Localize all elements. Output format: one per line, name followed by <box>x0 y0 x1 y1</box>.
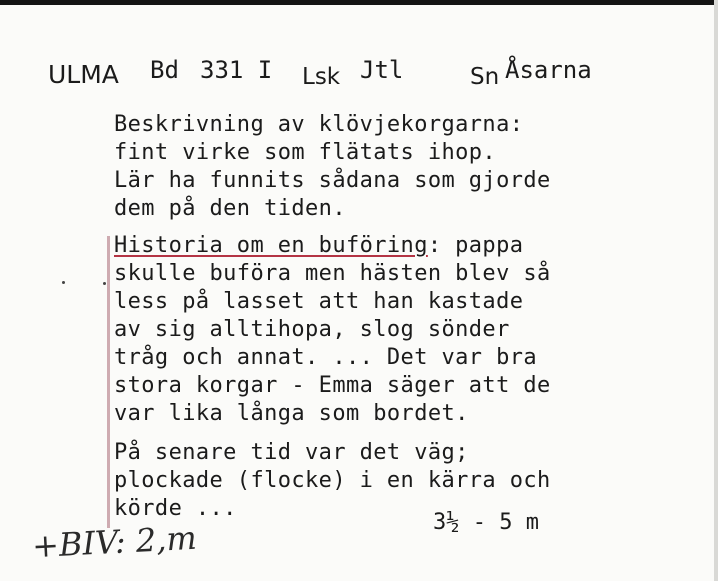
parish-label: Sn <box>470 64 500 90</box>
landscape-label: Lsk <box>302 64 341 90</box>
landscape-value: Jtl <box>360 56 404 84</box>
card-top-edge <box>0 0 718 5</box>
measurement: 3½ - 5 m <box>433 510 539 535</box>
margin-rule <box>107 236 110 528</box>
story-heading: Historia om en buföring <box>114 233 428 258</box>
text-line: Beskrivning av klövjekorgarna: <box>114 112 524 137</box>
text-line: skulle buföra men hästen blev så <box>114 261 551 286</box>
text-line: dem på den tiden. <box>114 196 346 221</box>
record-number: 331 I <box>200 56 273 84</box>
text-line: av sig alltihopa, slog sönder <box>114 317 510 342</box>
story-heading-rest: : pappa <box>427 233 524 258</box>
text-line: plockade (flocke) i en kärra och <box>114 468 551 493</box>
text-line: fint virke som flätats ihop. <box>114 140 497 165</box>
text-line: stora korgar - Emma säger att de <box>114 373 551 398</box>
text-line: Lär ha funnits sådana som gjorde <box>114 168 551 193</box>
parish-value: Åsarna <box>505 56 592 84</box>
ink-speck <box>103 282 106 285</box>
text-line: var lika långa som bordet. <box>114 401 469 426</box>
text-line: less på lasset att han kastade <box>114 289 524 314</box>
volume-label: Bd <box>150 56 179 84</box>
card-right-edge <box>714 0 718 581</box>
story-paragraph <box>114 232 551 428</box>
text-line: tråg och annat. ... Det var bra <box>114 345 537 370</box>
ink-speck <box>62 281 65 284</box>
handwritten-note: +BIV: 2,m <box>31 518 198 566</box>
text-line <box>114 232 551 260</box>
collection-label: ULMA <box>48 60 119 89</box>
text-line: körde ... <box>114 496 237 521</box>
description-paragraph <box>114 111 551 223</box>
text-line: På senare tid var det väg; <box>114 440 469 465</box>
